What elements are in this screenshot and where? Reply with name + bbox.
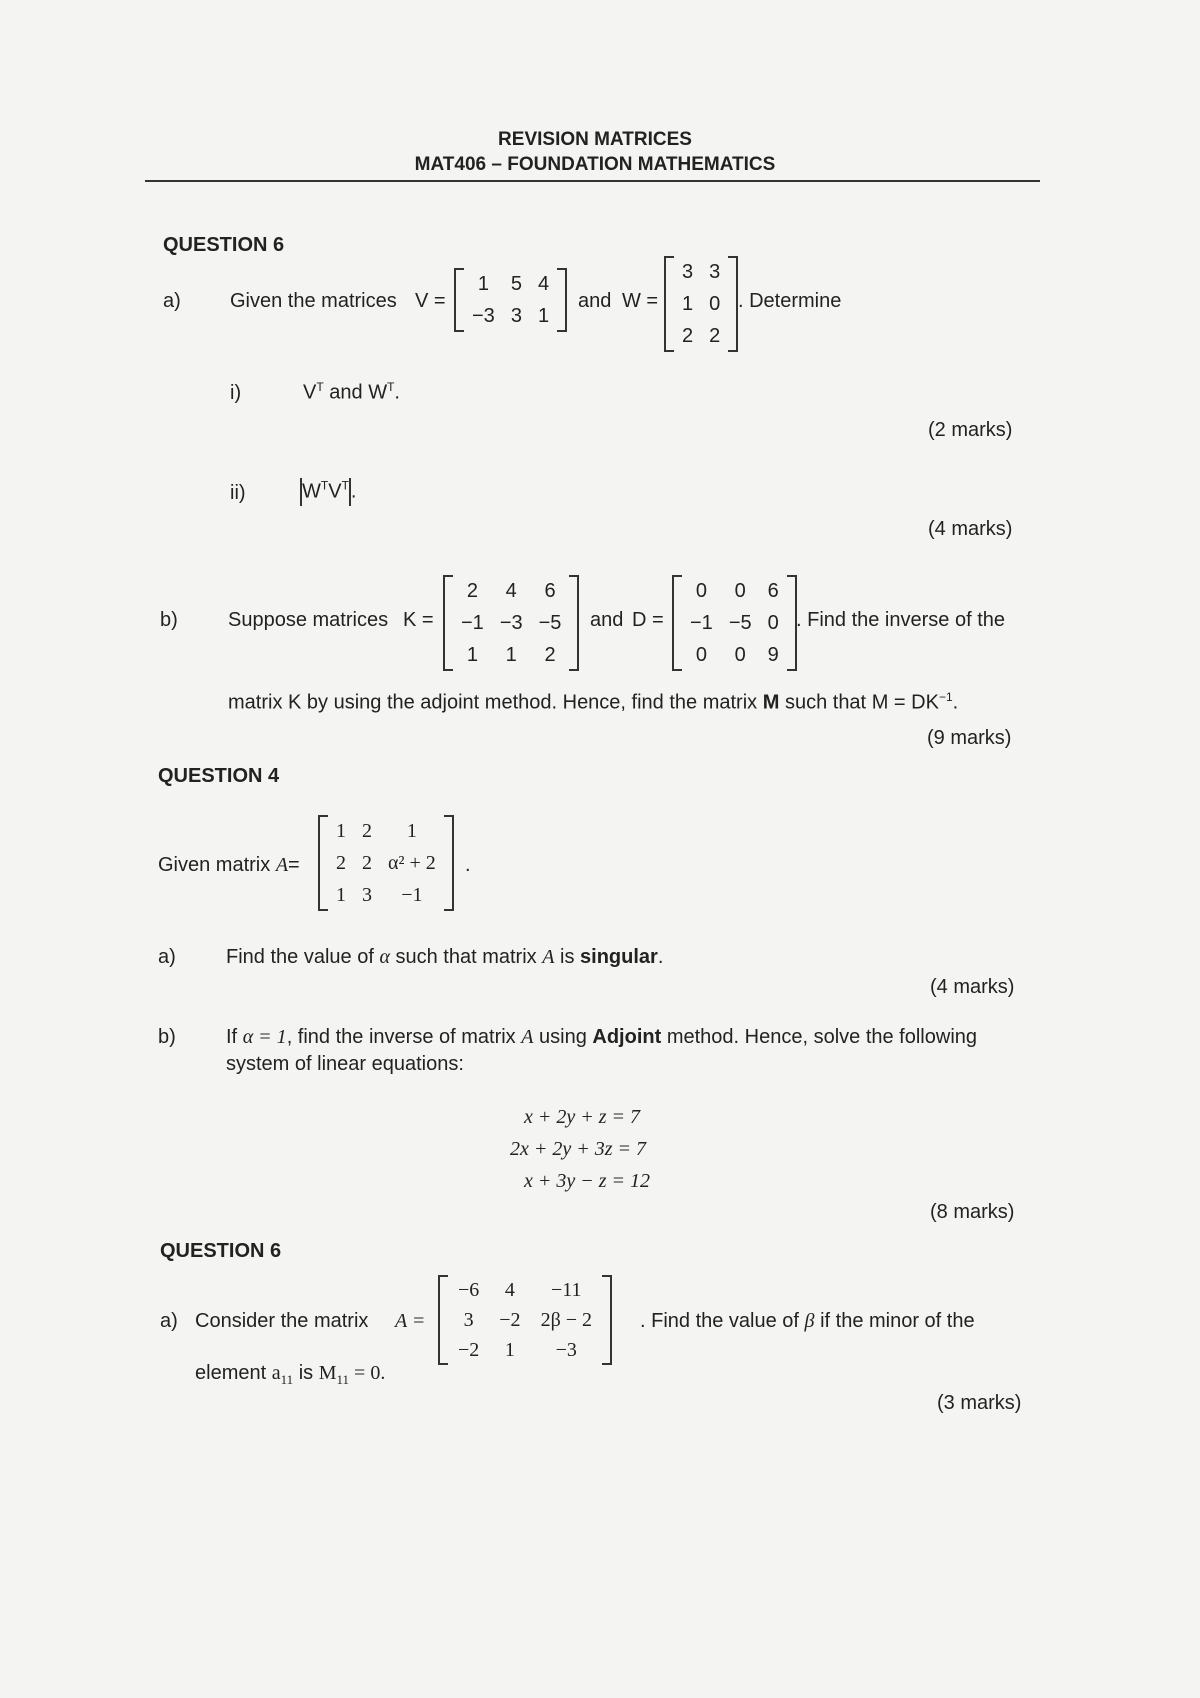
question-heading: QUESTION 6 bbox=[160, 1240, 282, 1262]
transpose-mark: T bbox=[341, 478, 349, 493]
matrix-cell: −11 bbox=[551, 1278, 582, 1301]
minor-letter: M bbox=[318, 1362, 337, 1384]
question-text-line bbox=[228, 690, 958, 715]
matrix-cell: −3 bbox=[499, 611, 523, 634]
matrix-cell: 2 bbox=[362, 819, 372, 842]
alpha-condition: α = 1 bbox=[242, 1026, 287, 1048]
period: . bbox=[350, 480, 357, 503]
matrix-cell: 9 bbox=[767, 643, 779, 666]
subpart-label: ii) bbox=[230, 482, 246, 504]
matrix-cell: −5 bbox=[728, 611, 752, 634]
matrix-cell: 0 bbox=[709, 292, 721, 315]
matrix-name: A = bbox=[395, 1310, 426, 1332]
matrix-cell: −5 bbox=[538, 611, 562, 634]
emphasis: singular bbox=[580, 946, 658, 968]
matrix-cell: −1 bbox=[461, 611, 484, 634]
period: . bbox=[952, 691, 959, 714]
matrix-cell: 2β − 2 bbox=[540, 1308, 593, 1331]
marks: (8 marks) bbox=[930, 1201, 1015, 1223]
matrix-cell: 1 bbox=[682, 292, 694, 315]
matrix-cell: 1 bbox=[336, 883, 346, 906]
text-run: Given matrix bbox=[158, 854, 271, 876]
matrix-cell: 3 bbox=[463, 1308, 474, 1331]
matrix-cell: 1 bbox=[504, 1338, 515, 1361]
minor-symbol bbox=[318, 1362, 386, 1387]
matrix-cell: −3 bbox=[555, 1338, 577, 1361]
text-run: using bbox=[539, 1026, 587, 1048]
text-run: If bbox=[226, 1026, 238, 1048]
text-run: matrix K by using the adjoint method. Hence, find the matrix bbox=[228, 691, 758, 714]
matrix-k bbox=[443, 575, 579, 671]
matrix-cell: 3 bbox=[682, 260, 694, 283]
matrix-symbol: A bbox=[521, 1026, 534, 1048]
matrix-cell: 2 bbox=[544, 643, 556, 666]
text-run: such that matrix bbox=[395, 946, 537, 968]
question-heading: QUESTION 6 bbox=[163, 234, 285, 256]
matrix-cell: 3 bbox=[362, 883, 372, 906]
question-text: Suppose matrices bbox=[228, 609, 389, 631]
period: . bbox=[394, 381, 400, 404]
matrix-a-q3 bbox=[438, 1275, 612, 1365]
matrix-symbol: A bbox=[542, 946, 555, 968]
matrix-cell: 2 bbox=[362, 851, 372, 874]
question-text bbox=[640, 1310, 975, 1333]
equation-line: x + 3y − z = 12 bbox=[524, 1170, 651, 1192]
part-label: a) bbox=[163, 290, 181, 312]
matrix-symbol: A bbox=[275, 854, 289, 876]
alpha-symbol: α bbox=[379, 946, 390, 968]
inverse-mark: −1 bbox=[938, 690, 953, 704]
matrix-w bbox=[664, 256, 738, 352]
matrix-cell: 6 bbox=[767, 579, 779, 602]
matrix-cell: 2 bbox=[466, 579, 478, 602]
matrix-cell: 2 bbox=[336, 851, 346, 874]
matrix-cell: 3 bbox=[709, 260, 721, 283]
question-text bbox=[226, 946, 663, 969]
matrix-symbol: W bbox=[368, 381, 388, 404]
text-run: method. Hence, solve the following bbox=[666, 1026, 978, 1048]
equation-line: 2x + 2y + 3z = 7 bbox=[510, 1138, 647, 1160]
question-text bbox=[303, 380, 400, 405]
matrix-cell: 1 bbox=[406, 819, 417, 842]
matrix-cell: −1 bbox=[690, 611, 713, 634]
matrix-symbol: M bbox=[762, 691, 780, 714]
matrix-cell: −3 bbox=[472, 304, 495, 327]
matrix-cell: 6 bbox=[544, 579, 556, 602]
question-text: . Determine bbox=[738, 290, 842, 312]
question-text: . Find the inverse of the bbox=[796, 609, 1006, 631]
text-run: , find the inverse of matrix bbox=[286, 1026, 516, 1048]
part-label: a) bbox=[160, 1310, 178, 1332]
matrix-cell: −6 bbox=[458, 1278, 480, 1301]
matrix-symbol: V bbox=[303, 381, 317, 404]
matrix-cell: 0 bbox=[734, 643, 746, 666]
matrix-cell: −2 bbox=[458, 1338, 480, 1361]
header-rule bbox=[145, 180, 1040, 182]
marks: (4 marks) bbox=[928, 518, 1013, 540]
question-heading: QUESTION 4 bbox=[158, 765, 280, 787]
element-subscript: 11 bbox=[280, 1372, 294, 1387]
part-label: b) bbox=[160, 609, 178, 631]
matrix-symbol: W bbox=[302, 480, 321, 503]
question-text: Given the matrices bbox=[230, 290, 397, 312]
question-text-line: system of linear equations: bbox=[226, 1053, 464, 1075]
matrix-cell: 0 bbox=[734, 579, 746, 602]
question-text: Consider the matrix bbox=[195, 1310, 369, 1332]
transpose-mark: T bbox=[387, 380, 395, 394]
minor-subscript: 11 bbox=[336, 1372, 350, 1387]
matrix-name: K = bbox=[403, 609, 434, 631]
doc-subtitle: MAT406 – FOUNDATION MATHEMATICS bbox=[414, 154, 776, 175]
matrix-cell: 0 bbox=[767, 611, 779, 634]
matrix-cell: 5 bbox=[510, 272, 522, 295]
beta-symbol: β bbox=[804, 1310, 815, 1332]
marks: (9 marks) bbox=[927, 727, 1012, 749]
question-text-line bbox=[195, 1362, 385, 1388]
matrix-cell: 2 bbox=[682, 324, 694, 347]
marks: (3 marks) bbox=[937, 1392, 1022, 1414]
matrix-name: D = bbox=[632, 609, 664, 631]
text-run: Find the value of bbox=[226, 946, 374, 968]
element-letter: a bbox=[271, 1362, 281, 1384]
text-run: is bbox=[560, 946, 575, 968]
matrix-cell: −1 bbox=[401, 883, 423, 906]
matrix-v bbox=[454, 268, 567, 332]
matrix-cell: α² + 2 bbox=[388, 851, 436, 874]
equation: M = DK bbox=[871, 691, 939, 714]
text-run: . Find the value of bbox=[640, 1310, 799, 1332]
question-text bbox=[300, 478, 356, 506]
matrix-cell: 0 bbox=[695, 579, 707, 602]
matrix-cell: 4 bbox=[537, 272, 550, 295]
doc-title: REVISION MATRICES bbox=[498, 129, 692, 150]
question-text: and bbox=[590, 609, 624, 631]
matrix-cell: 3 bbox=[510, 304, 522, 327]
matrix-name: W = bbox=[622, 290, 659, 312]
period: . bbox=[465, 854, 471, 876]
matrix-cell: 4 bbox=[504, 1278, 515, 1301]
matrix-cell: 0 bbox=[695, 643, 707, 666]
transpose-mark: T bbox=[316, 380, 324, 394]
text-run: such that bbox=[784, 691, 867, 714]
part-label: b) bbox=[158, 1026, 176, 1048]
text-run: if the minor of the bbox=[820, 1310, 975, 1332]
conjunction: and bbox=[329, 381, 363, 404]
transpose-mark: T bbox=[320, 478, 329, 493]
matrix-cell: −2 bbox=[499, 1308, 521, 1331]
text-run: is bbox=[298, 1362, 314, 1384]
question-text: and bbox=[578, 290, 612, 312]
matrix-name: V = bbox=[415, 290, 446, 312]
period: . bbox=[657, 946, 664, 968]
equals: = bbox=[288, 854, 300, 876]
matrix-cell: 1 bbox=[477, 272, 489, 295]
matrix-cell: 2 bbox=[709, 324, 721, 347]
marks: (2 marks) bbox=[928, 419, 1013, 441]
element-symbol bbox=[271, 1362, 294, 1387]
matrix-cell: 1 bbox=[466, 643, 478, 666]
subpart-label: i) bbox=[230, 382, 242, 404]
matrix-d bbox=[672, 575, 797, 671]
question-text bbox=[226, 1026, 977, 1049]
matrix-cell: 1 bbox=[537, 304, 550, 327]
matrix-cell: 1 bbox=[336, 819, 346, 842]
minor-value: = 0. bbox=[354, 1362, 386, 1384]
emphasis: Adjoint bbox=[592, 1026, 662, 1048]
matrix-symbol: V bbox=[328, 480, 342, 503]
equation-line: x + 2y + z = 7 bbox=[524, 1106, 641, 1128]
question-text bbox=[158, 854, 300, 877]
text-run: element bbox=[195, 1362, 267, 1384]
marks: (4 marks) bbox=[930, 976, 1015, 998]
matrix-a bbox=[318, 815, 454, 911]
matrix-cell: 1 bbox=[505, 643, 517, 666]
part-label: a) bbox=[158, 946, 176, 968]
matrix-cell: 4 bbox=[505, 579, 517, 602]
